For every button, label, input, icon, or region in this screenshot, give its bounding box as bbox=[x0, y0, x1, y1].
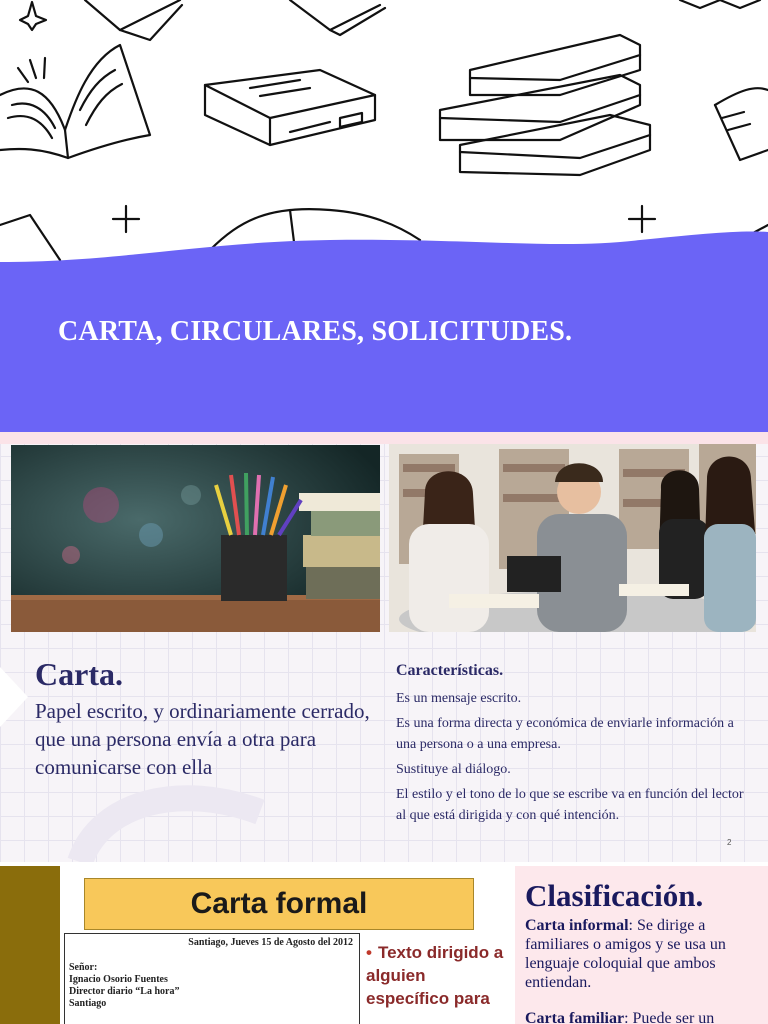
slide-top-band bbox=[0, 432, 768, 444]
students-photo bbox=[389, 444, 756, 632]
familiar-paragraph bbox=[525, 1009, 761, 1024]
characteristic-item: Sustituye al diálogo. bbox=[396, 762, 511, 777]
title-slide bbox=[0, 0, 768, 432]
familiar-label: Carta familiar bbox=[525, 1010, 625, 1024]
characteristic-item: Es un mensaje escrito. bbox=[396, 691, 522, 706]
characteristics-list bbox=[396, 688, 756, 830]
carta-formal-banner bbox=[84, 878, 474, 930]
carta-definition: Papel escrito, y ordinariamente cerrado, que una persona envía a otra para comunicarse con ella bbox=[35, 699, 370, 779]
carta-slide bbox=[0, 432, 768, 862]
letter-line: Director diario “La hora” bbox=[69, 986, 180, 997]
play-triangle-decoration bbox=[0, 657, 40, 737]
letter-line: Señor: bbox=[69, 962, 98, 973]
slide-page-number: 2 bbox=[727, 838, 732, 847]
informal-text: : Se dirige a familiares o amigos y se usa un lenguaje coloquial que ambos entiendan. bbox=[525, 917, 726, 991]
characteristic-item: Es una forma directa y económica de enviarle información a una persona o a una empresa. bbox=[396, 716, 734, 752]
clasificacion-heading: Clasificación. bbox=[525, 878, 704, 913]
sample-letter bbox=[64, 933, 360, 1024]
letter-line: Ignacio Osorio Fuentes bbox=[69, 974, 168, 985]
carta-formal-label: Carta formal bbox=[190, 887, 368, 920]
title-band bbox=[0, 0, 768, 432]
informal-label: Carta informal bbox=[525, 917, 629, 934]
letter-recipient bbox=[69, 962, 179, 1010]
clasificacion-slide bbox=[0, 866, 768, 1024]
pencils-photo bbox=[11, 445, 380, 632]
letter-line: Santiago bbox=[69, 998, 107, 1009]
informal-paragraph bbox=[525, 916, 761, 992]
letter-date: Santiago, Jueves 15 de Agosto del 2012 bbox=[188, 937, 353, 948]
presentation-title: CARTA, CIRCULARES, SOLICITUDES. bbox=[58, 316, 573, 347]
carta-heading: Carta. bbox=[35, 656, 123, 692]
bullet-icon: • bbox=[366, 943, 372, 962]
characteristic-item: El estilo y el tono de lo que se escribe va en función del lector al que está dirigida y con qué intención. bbox=[396, 787, 744, 823]
formal-bullet-text: Texto dirigido a alguien específico para bbox=[366, 943, 504, 1008]
formal-bullet bbox=[366, 941, 506, 1010]
characteristics-heading: Características. bbox=[396, 662, 504, 679]
familiar-text: : Puede ser un bbox=[624, 1010, 715, 1024]
clasificacion-body bbox=[525, 916, 761, 1024]
